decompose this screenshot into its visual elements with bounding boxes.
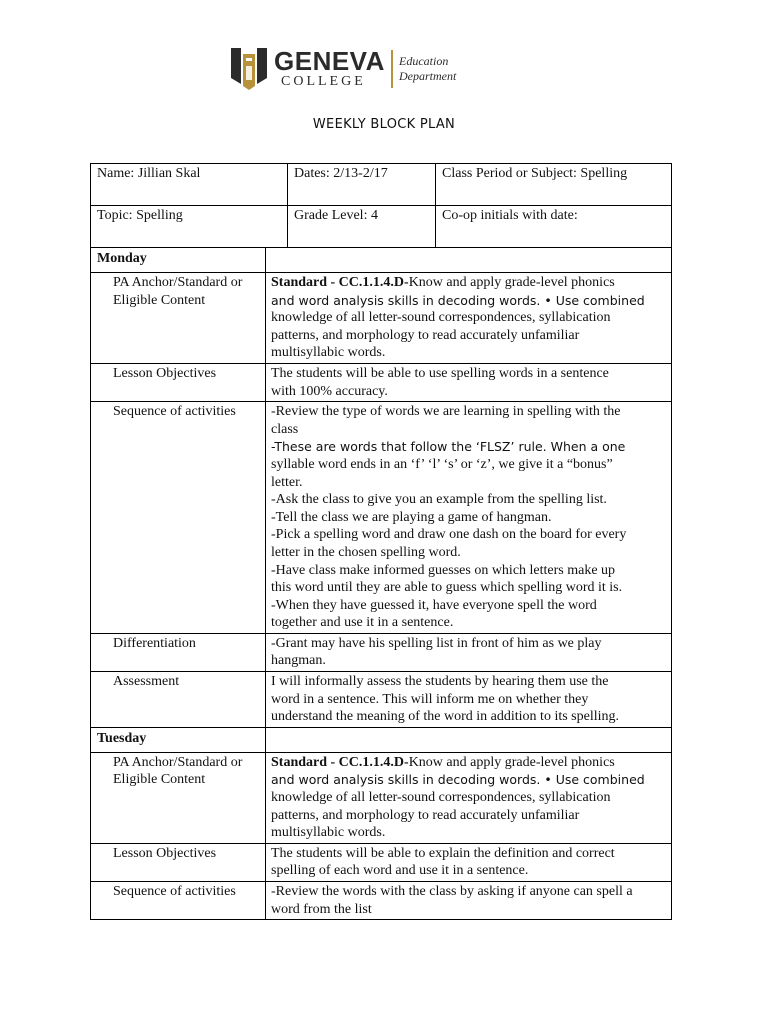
assessment-text: understand the meaning of the word in addition to its spelling. bbox=[271, 709, 619, 725]
row-label-sequence: Sequence of activities bbox=[91, 882, 266, 920]
page-title: WEEKLY BLOCK PLAN bbox=[312, 117, 456, 132]
day-label: Tuesday bbox=[91, 727, 266, 752]
standard-text: knowledge of all letter-sound correspondences, syllabication bbox=[271, 790, 611, 806]
sequence-line: this word until they are able to guess which spelling word it is. bbox=[271, 580, 623, 596]
differentiation-text: hangman. bbox=[271, 653, 326, 669]
row-label-sequence: Sequence of activities bbox=[91, 402, 266, 634]
plan-table bbox=[90, 247, 672, 920]
standard-cell bbox=[266, 273, 672, 364]
table-row bbox=[91, 273, 672, 364]
sequence-line: -These are words that follow the ‘FLSZ’ rule. When a one bbox=[271, 439, 626, 455]
sequence-line: letter in the chosen spelling word. bbox=[271, 544, 461, 560]
sequence-line: letter. bbox=[271, 474, 303, 490]
assessment-text: I will informally assess the students by hearing them use the bbox=[271, 674, 609, 690]
objectives-text: The students will be able to use spelling words in a sentence bbox=[271, 365, 609, 381]
label-line: PA Anchor/Standard or bbox=[113, 754, 243, 770]
sequence-line: -Review the words with the class by asking if anyone can spell a bbox=[271, 884, 633, 899]
sequence-line: word from the list bbox=[271, 901, 372, 917]
objectives-text: with 100% accuracy. bbox=[271, 383, 388, 399]
objectives-cell bbox=[266, 363, 672, 401]
table-row bbox=[91, 882, 672, 920]
sequence-line: syllable word ends in an ‘f’ ‘l’ ‘s’ or ‘z’, we give it a “bonus” bbox=[271, 456, 613, 472]
label-line: PA Anchor/Standard or bbox=[113, 275, 243, 290]
standard-text: Know and apply grade-level phonics bbox=[408, 275, 615, 290]
shield-crest-icon bbox=[229, 44, 269, 92]
assessment-cell bbox=[266, 672, 672, 728]
coop-initials-cell: Co-op initials with date: bbox=[436, 206, 672, 248]
logo-department bbox=[399, 54, 456, 84]
objectives-text: The students will be able to explain the definition and correct bbox=[271, 845, 615, 861]
logo-divider bbox=[391, 50, 393, 88]
sequence-line: together and use it in a sentence. bbox=[271, 615, 454, 631]
row-label-pa-anchor bbox=[91, 752, 266, 843]
class-period-cell: Class Period or Subject: Spelling bbox=[436, 164, 672, 206]
header-row bbox=[91, 164, 672, 206]
row-label-objectives: Lesson Objectives bbox=[91, 843, 266, 881]
logo-dept-line-1: Education bbox=[399, 54, 449, 68]
sequence-line: -When they have guessed it, have everyone spell the word bbox=[271, 597, 597, 613]
table-row bbox=[91, 363, 672, 401]
standard-code: Standard - CC.1.1.4.D- bbox=[271, 275, 409, 290]
day-empty-cell bbox=[266, 248, 672, 273]
differentiation-cell bbox=[266, 633, 672, 671]
standard-code: Standard - CC.1.1.4.D- bbox=[271, 754, 409, 770]
differentiation-text: -Grant may have his spelling list in front of him as we play bbox=[271, 635, 602, 651]
row-label-objectives: Lesson Objectives bbox=[91, 363, 266, 401]
logo-subtitle: COLLEGE bbox=[281, 74, 366, 89]
standard-text: knowledge of all letter-sound correspondences, syllabication bbox=[271, 310, 611, 326]
header-table bbox=[90, 163, 672, 248]
standard-text: patterns, and morphology to read accurately unfamiliar bbox=[271, 807, 580, 823]
table-row bbox=[91, 633, 672, 671]
geneva-college-logo bbox=[229, 44, 469, 94]
table-row bbox=[91, 402, 672, 634]
sequence-cell bbox=[266, 402, 672, 634]
label-line: Eligible Content bbox=[113, 772, 206, 788]
day-row-tuesday bbox=[91, 727, 672, 752]
sequence-cell bbox=[266, 882, 672, 920]
day-row-monday bbox=[91, 248, 672, 273]
standard-text: Know and apply grade-level phonics bbox=[408, 754, 615, 770]
sequence-line: -Ask the class to give you an example from the spelling list. bbox=[271, 492, 607, 508]
logo-dept-line-2: Department bbox=[399, 69, 457, 83]
row-label-assessment: Assessment bbox=[91, 672, 266, 728]
standard-text: multisyllabic words. bbox=[271, 345, 386, 361]
table-row bbox=[91, 843, 672, 881]
name-cell: Name: Jillian Skal bbox=[91, 164, 288, 206]
sequence-line: class bbox=[271, 421, 299, 437]
dates-cell: Dates: 2/13-2/17 bbox=[288, 164, 436, 206]
objectives-cell bbox=[266, 843, 672, 881]
logo-name: GENEVA bbox=[274, 46, 385, 76]
day-label: Monday bbox=[91, 248, 266, 273]
sequence-line: -Review the type of words we are learning in spelling with the bbox=[271, 404, 621, 420]
header-row bbox=[91, 206, 672, 248]
assessment-text: word in a sentence. This will inform me on whether they bbox=[271, 691, 589, 707]
table-row bbox=[91, 752, 672, 843]
sequence-line: -Have class make informed guesses on which letters make up bbox=[271, 562, 616, 578]
row-label-differentiation: Differentiation bbox=[91, 633, 266, 671]
day-empty-cell bbox=[266, 727, 672, 752]
standard-text: patterns, and morphology to read accurately unfamiliar bbox=[271, 327, 580, 343]
row-label-pa-anchor bbox=[91, 273, 266, 364]
sequence-line: -Tell the class we are playing a game of hangman. bbox=[271, 509, 552, 525]
standard-cell bbox=[266, 752, 672, 843]
grade-level-cell: Grade Level: 4 bbox=[288, 206, 436, 248]
standard-text: and word analysis skills in decoding words. • Use combined bbox=[271, 292, 645, 308]
objectives-text: spelling of each word and use it in a sentence. bbox=[271, 863, 529, 879]
standard-text: and word analysis skills in decoding words. • Use combined bbox=[271, 772, 645, 788]
standard-text: multisyllabic words. bbox=[271, 825, 386, 841]
sequence-line: -Pick a spelling word and draw one dash on the board for every bbox=[271, 527, 627, 543]
topic-cell: Topic: Spelling bbox=[91, 206, 288, 248]
table-row bbox=[91, 672, 672, 728]
label-line: Eligible Content bbox=[113, 292, 206, 308]
